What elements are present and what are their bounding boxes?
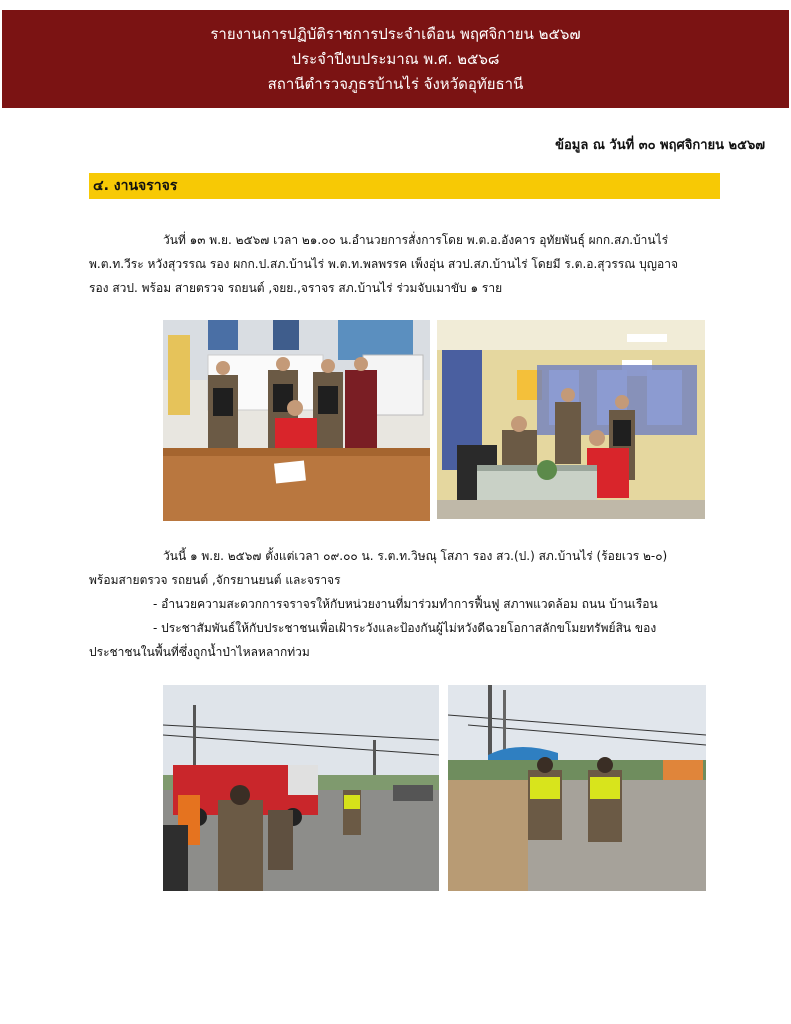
section-heading-bar (89, 173, 720, 199)
report-header (2, 10, 789, 108)
header-fiscal-year: ประจำปีงบประมาณ พ.ศ. ๒๕๖๘ (291, 49, 500, 68)
header-station: สถานีตำรวจภูธรบ้านไร่ จังหวัดอุทัยธานี (267, 74, 524, 93)
section-title: ๔. งานจราจร (93, 178, 178, 194)
report1-line1: วันที่ ๑๓ พ.ย. ๒๕๖๗ เวลา ๒๑.๐๐ น.อำนวยการสั่งการโดย พ.ต.อ.อังคาร อุทัยพันธุ์ ผกก.สภ.บ้านไร่ (163, 233, 669, 247)
report2-bullet2-cont: ประชาชนในพื้นที่ซึ่งถูกน้ำป่าไหลหลากท่วม (89, 645, 310, 659)
photo-traffic-officers (448, 685, 706, 891)
header-title: รายงานการปฏิบัติราชการประจำเดือน พฤศจิกายน ๒๕๖๗ (210, 24, 581, 43)
report1-line2: พ.ต.ท.วีระ หวังสุวรรณ รอง ผกก.ป.สภ.บ้านไร่ พ.ต.ท.พลพรรค เพ็งอุ่น สวป.สภ.บ้านไร่ โดยมี ร.ต.อ.สุวรรณ บุญอาจ (89, 257, 679, 271)
report-paragraph-2 (89, 544, 729, 664)
report2-line1: วันนี้ ๑ พ.ย. ๒๕๖๗ ตั้งแต่เวลา ๐๙.๐๐ น. ร.ต.ท.วิษณุ โสภา รอง สว.(ป.) สภ.บ้านไร่ (ร้อยเวร ๒-๐) (163, 549, 668, 563)
photo-road-fire-truck (163, 685, 439, 891)
data-as-of-date: ข้อมูล ณ วันที่ ๓๐ พฤศจิกายน ๒๕๖๗ (555, 138, 765, 153)
photo-station-desk (437, 320, 705, 519)
report2-line2: พร้อมสายตรวจ รถยนต์ ,จักรยานยนต์ และจราจร (89, 573, 341, 587)
photo-office-officers (163, 320, 430, 521)
report2-bullet2: - ประชาสัมพันธ์ให้กับประชาชนเพื่อเฝ้าระวังและป้องกันผู้ไม่หวังดีฉวยโอกาสลักขโมยทรัพย์สิน ของ (153, 621, 657, 635)
report1-line3: รอง สวป. พร้อม สายตรวจ รถยนต์ ,จยย.,จราจร สภ.บ้านไร่ ร่วมจับเมาขับ ๑ ราย (89, 281, 503, 295)
report2-bullet1: - อำนวยความสะดวกการจราจรให้กับหน่วยงานที่มาร่วมทำการฟื้นฟู สภาพแวดล้อม ถนน บ้านเรือน (153, 597, 658, 611)
report-paragraph-1 (89, 228, 729, 300)
